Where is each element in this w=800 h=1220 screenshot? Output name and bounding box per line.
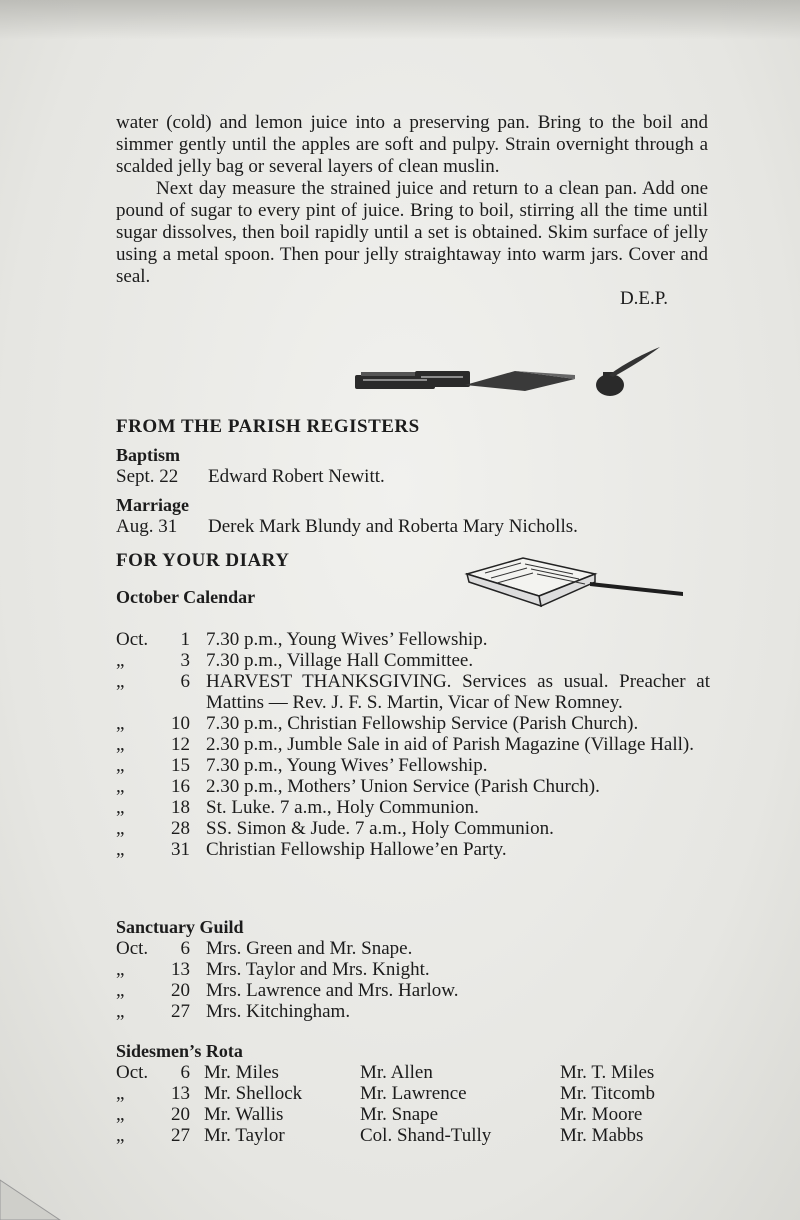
recipe-paragraph: Next day measure the strained juice and return to a clean pan. Add one pound of sugar to every pint of juice. Bring to boil, stirring all the time until sugar dissolves, then boil rapidly until a set is obtained. Skim surface of jelly using a metal spoon. Then pour jelly straightaway into warm jars. Cover and seal.	[116, 178, 708, 287]
sidesman-name: Mr. Allen	[360, 1062, 433, 1083]
entry-month: „	[116, 839, 125, 860]
entry-month: „	[116, 959, 125, 980]
entry-day: 1	[180, 629, 190, 650]
sidesman-name: Mr. Wallis	[204, 1104, 284, 1125]
marriage-date: Aug. 31	[116, 516, 178, 537]
entry-month: „	[116, 734, 125, 755]
entry-day: 13	[171, 1083, 190, 1104]
entry-day: 31	[171, 839, 190, 860]
baptism-label: Baptism	[116, 445, 181, 465]
entry-text: Mrs. Taylor and Mrs. Knight.	[206, 959, 430, 980]
recipe-signature: D.E.P.	[619, 288, 668, 309]
entry-month: Oct.	[116, 938, 149, 959]
entry-day: 16	[171, 776, 190, 797]
entry-month: „	[116, 713, 125, 734]
sidesmen-row	[116, 1083, 710, 1104]
calendar-entry	[116, 818, 710, 839]
sanctuary-section	[116, 916, 710, 1022]
sanctuary-list	[116, 938, 710, 1022]
entry-day: 6	[180, 1062, 190, 1083]
entry-day: 18	[171, 797, 190, 818]
marriage-names: Derek Mark Blundy and Roberta Mary Nicholls.	[208, 516, 578, 537]
entry-day: 20	[171, 980, 190, 1001]
sidesman-name: Mr. Moore	[560, 1104, 643, 1125]
calendar-entry	[116, 671, 710, 713]
entry-month: „	[116, 980, 125, 1001]
entry-day: 15	[171, 755, 190, 776]
entry-month: Oct.	[116, 1062, 149, 1083]
calendar-entry	[116, 650, 710, 671]
registers-section	[116, 416, 716, 538]
sidesmen-section	[116, 1040, 710, 1146]
sanctuary-entry	[116, 980, 710, 1001]
entry-day: 27	[171, 1001, 190, 1022]
sidesman-name: Mr. Titcomb	[560, 1083, 656, 1104]
entry-month: „	[116, 1125, 125, 1146]
baptism-date: Sept. 22	[116, 466, 179, 487]
sanctuary-entry	[116, 938, 710, 959]
baptism-entry	[116, 466, 716, 488]
sidesman-name: Col. Shand-Tully	[360, 1125, 492, 1146]
books-quill-inkwell-icon	[355, 345, 665, 405]
entry-day: 6	[180, 671, 190, 692]
entry-day: 28	[171, 818, 190, 839]
sidesman-name: Mr. Mabbs	[560, 1125, 644, 1146]
sanctuary-label: Sanctuary Guild	[116, 917, 244, 937]
entry-text: St. Luke. 7 a.m., Holy Communion.	[206, 797, 479, 818]
entry-month: „	[116, 818, 125, 839]
entry-day: 10	[171, 713, 190, 734]
october-calendar	[116, 629, 710, 860]
entry-month: „	[116, 776, 125, 797]
entry-month: „	[116, 1083, 125, 1104]
sanctuary-entry	[116, 1001, 710, 1022]
sanctuary-entry	[116, 959, 710, 980]
entry-month: Oct.	[116, 629, 149, 650]
entry-text: SS. Simon & Jude. 7 a.m., Holy Communion.	[206, 818, 554, 839]
entry-text: HARVEST THANKSGIVING. Services as usual. Preacher at Mattins — Rev. J. F. S. Martin, Vicar of New Romney.	[206, 671, 710, 713]
sidesman-name: Mr. Shellock	[204, 1083, 303, 1104]
calendar-entry	[116, 797, 710, 818]
entry-text: 7.30 p.m., Village Hall Committee.	[206, 650, 474, 671]
calendar-entry	[116, 755, 710, 776]
entry-month: „	[116, 1104, 125, 1125]
entry-text: 2.30 p.m., Jumble Sale in aid of Parish Magazine (Village Hall).	[206, 734, 694, 755]
entry-text: 7.30 p.m., Young Wives’ Fellowship.	[206, 755, 488, 776]
calendar-entry	[116, 629, 710, 650]
entry-month: „	[116, 755, 125, 776]
baptism-name: Edward Robert Newitt.	[208, 466, 385, 487]
entry-text: Mrs. Green and Mr. Snape.	[206, 938, 413, 959]
entry-day: 13	[171, 959, 190, 980]
entry-text: 2.30 p.m., Mothers’ Union Service (Parish Church).	[206, 776, 600, 797]
entry-day: 6	[180, 938, 190, 959]
diary-heading: FOR YOUR DIARY	[116, 550, 290, 571]
page-shadow	[0, 0, 800, 40]
sidesmen-row	[116, 1104, 710, 1125]
page-corner-fold	[0, 1160, 80, 1220]
entry-text: Mrs. Lawrence and Mrs. Harlow.	[206, 980, 459, 1001]
calendar-entry	[116, 713, 710, 734]
entry-month: „	[116, 1001, 125, 1022]
registers-heading: FROM THE PARISH REGISTERS	[116, 416, 420, 437]
entry-month: „	[116, 797, 125, 818]
sidesmen-table	[116, 1062, 710, 1146]
sidesmen-row	[116, 1062, 710, 1083]
open-diary-pen-icon	[455, 552, 695, 622]
sidesmen-row	[116, 1125, 710, 1146]
sidesmen-label: Sidesmen’s Rota	[116, 1041, 243, 1061]
calendar-label: October Calendar	[116, 587, 256, 607]
entry-text: Mrs. Kitchingham.	[206, 1001, 351, 1022]
entry-day: 12	[171, 734, 190, 755]
recipe-paragraph: water (cold) and lemon juice into a preserving pan. Bring to the boil and simmer gently until the apples are soft and pulpy. Strain overnight through a scalded jelly bag or several layers of clean muslin.	[116, 112, 708, 177]
entry-text: Christian Fellowship Hallowe’en Party.	[206, 839, 507, 860]
entry-month: „	[116, 650, 125, 671]
entry-text: 7.30 p.m., Young Wives’ Fellowship.	[206, 629, 488, 650]
page-content	[116, 112, 708, 310]
calendar-entry	[116, 839, 710, 860]
entry-month: „	[116, 671, 125, 692]
sidesman-name: Mr. Taylor	[204, 1125, 285, 1146]
entry-day: 20	[171, 1104, 190, 1125]
entry-day: 3	[180, 650, 190, 671]
sidesman-name: Mr. Snape	[360, 1104, 439, 1125]
sidesman-name: Mr. Lawrence	[360, 1083, 467, 1104]
marriage-label: Marriage	[116, 495, 189, 515]
marriage-entry	[116, 516, 716, 538]
sidesman-name: Mr. Miles	[204, 1062, 279, 1083]
sidesman-name: Mr. T. Miles	[560, 1062, 655, 1083]
entry-day: 27	[171, 1125, 190, 1146]
calendar-entry	[116, 776, 710, 797]
calendar-entry	[116, 734, 710, 755]
entry-text: 7.30 p.m., Christian Fellowship Service (Parish Church).	[206, 713, 639, 734]
